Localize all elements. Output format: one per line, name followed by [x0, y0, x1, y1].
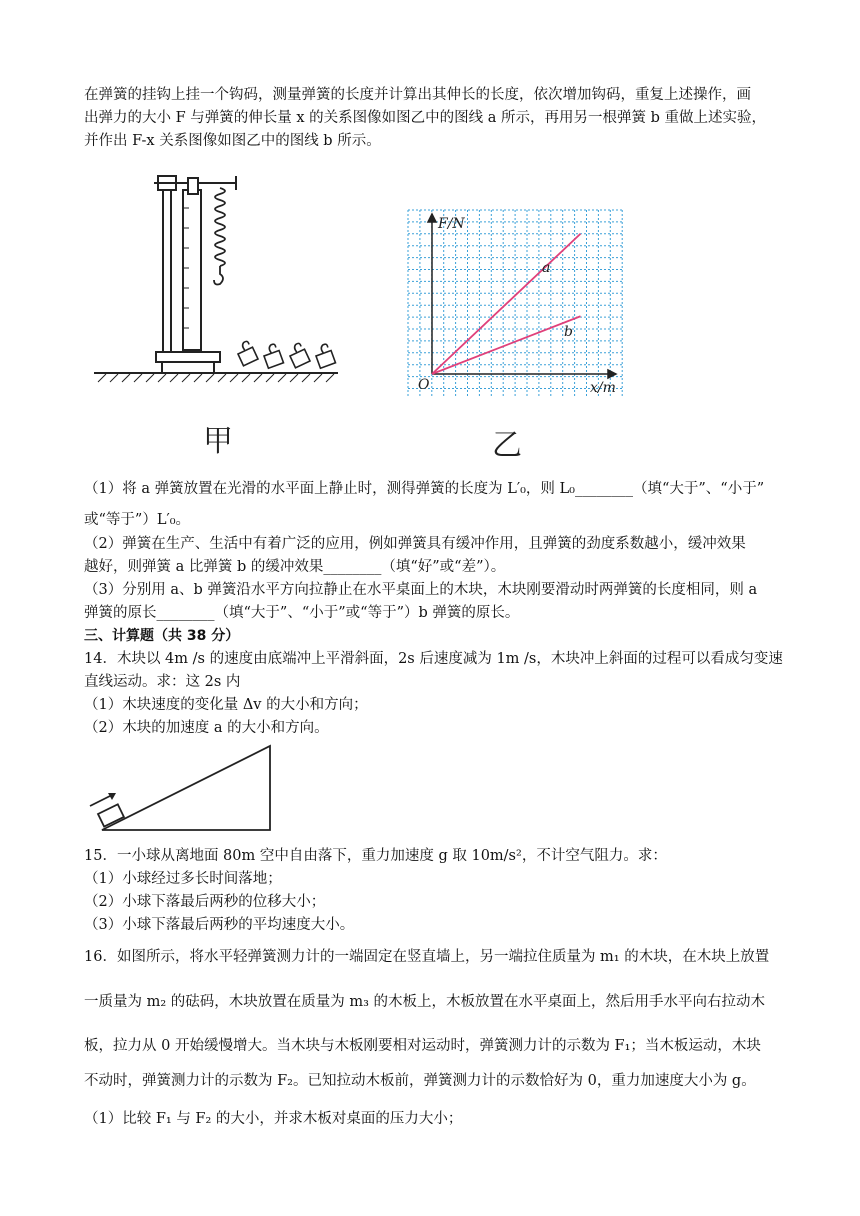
q15-line1: 15．一小球从离地面 80m 空中自由落下，重力加速度 g 取 10m/s²，不计空气阻力。求：: [84, 848, 667, 864]
section-heading: 三、计算题（共 38 分）: [84, 628, 240, 644]
block: [98, 804, 124, 826]
line-a-label: a: [542, 260, 551, 276]
series-line-a: [432, 234, 581, 374]
q15-sub1: （1）小球经过多长时间落地；: [84, 871, 282, 887]
intro-line-2: 出弹力的大小 F 与弹簧的伸长量 x 的关系图像如图乙中的图线 a 所示，再用另一根弹簧 b 重做上述实验，: [84, 110, 767, 126]
q16-line3: 板，拉力从 0 开始缓慢增大。当木块与木板刚要相对运动时，弹簧测力计的示数为 F₁；当木板运动，木块: [84, 1038, 761, 1054]
origin-label: O: [418, 377, 430, 393]
intro-line-1: 在弹簧的挂钩上挂一个钩码，测量弹簧的长度并计算出其伸长的长度，依次增加钩码，重复上述操作，画: [84, 87, 751, 103]
y-axis-label: F/N: [438, 216, 465, 232]
y-axis-arrow: [428, 214, 436, 222]
q14-sub2: （2）木块的加速度 a 的大小和方向。: [84, 720, 329, 736]
q13-part1-line2: 或“等于”）L′₀。: [84, 512, 191, 528]
incline-triangle: [102, 746, 270, 830]
figure-jia-caption: 甲: [203, 424, 233, 459]
fx-graph: [404, 206, 626, 400]
q15-sub3: （3）小球下落最后两秒的平均速度大小。: [84, 917, 355, 933]
incline-figure: [84, 744, 276, 836]
q16-line1: 16．如图所示，将水平轻弹簧测力计的一端固定在竖直墙上，另一端拉住质量为 m₁ 的木块，在木块上放置: [84, 949, 770, 965]
q14-sub1: （1）木块速度的变化量 Δv 的大小和方向；: [84, 697, 368, 713]
q13-part1-line1: （1）将 a 弹簧放置在光滑的水平面上静止时，测得弹簧的长度为 L′₀，则 L₀________（填“大于”、“小于”: [84, 481, 765, 497]
q14-line1: 14．木块以 4m /s 的速度由底端冲上平滑斜面，2s 后速度减为 1m /s，木块冲上斜面的过程可以看成匀变速: [84, 651, 783, 667]
intro-line-3: 并作出 F-x 关系图像如图乙中的图线 b 所示。: [84, 133, 381, 149]
line-b-label: b: [564, 324, 573, 340]
q15-sub2: （2）小球下落最后两秒的位移大小；: [84, 894, 326, 910]
q13-part3-line1: （3）分别用 a、b 弹簧沿水平方向拉静止在水平桌面上的木块，木块刚要滑动时两弹簧的长度相同，则 a: [84, 582, 758, 598]
q14-line2: 直线运动。求：这 2s 内: [84, 674, 241, 690]
apparatus-figure: [88, 168, 344, 390]
q13-part3-line2: 弹簧的原长________（填“大于”、“小于”或“等于”）b 弹簧的原长。: [84, 605, 520, 621]
q16-line4: 不动时，弹簧测力计的示数为 F₂。已知拉动木板前，弹簧测力计的示数恰好为 0，重力加速度大小为 g。: [84, 1073, 756, 1089]
series-line-b: [432, 316, 581, 374]
x-axis-arrow: [608, 370, 616, 378]
q13-part2-line2: 越好，则弹簧 a 比弹簧 b 的缓冲效果________（填“好”或“差”）。: [84, 559, 506, 575]
q13-part2-line1: （2）弹簧在生产、生活中有着广泛的应用，例如弹簧具有缓冲作用，且弹簧的劲度系数越小，缓冲效果: [84, 536, 746, 552]
q16-line2: 一质量为 m₂ 的砝码，木块放置在质量为 m₃ 的木板上，木板放置在水平桌面上，然后用手水平向右拉动木: [84, 994, 766, 1010]
q16-sub1: （1）比较 F₁ 与 F₂ 的大小，并求木板对桌面的压力大小；: [84, 1111, 463, 1127]
x-axis-label: x/m: [590, 380, 616, 396]
figure-yi-caption: 乙: [492, 428, 522, 463]
